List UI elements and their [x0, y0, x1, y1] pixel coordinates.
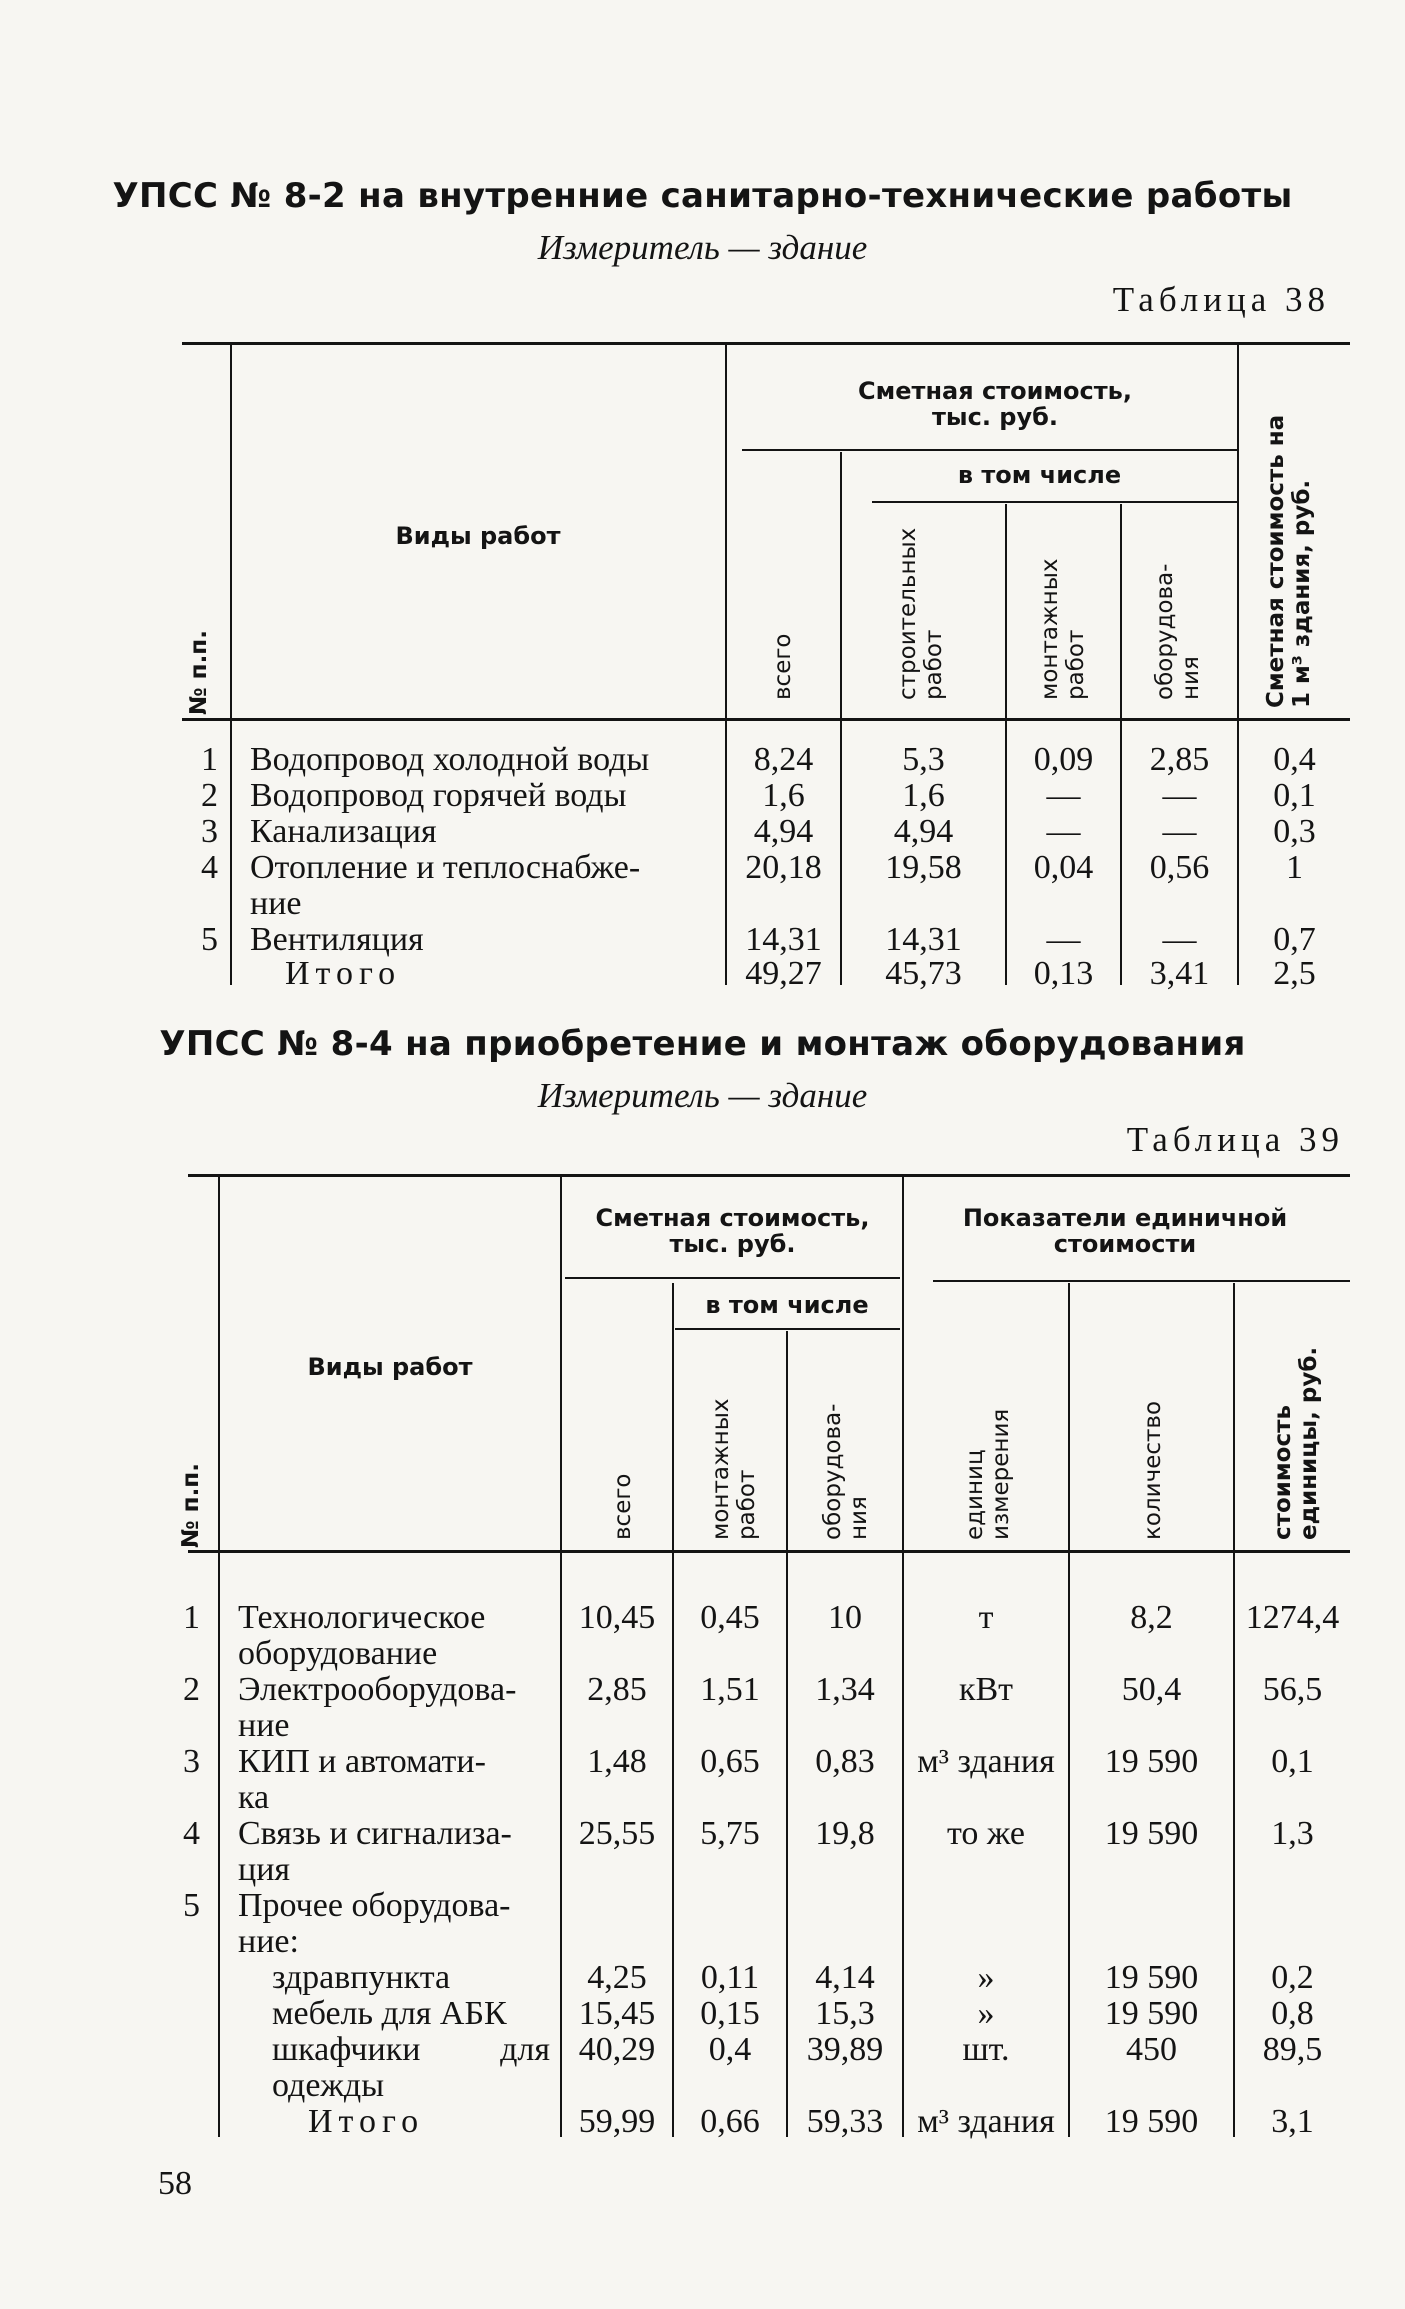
- table39-header-cost: Сметная стоимость, тыс. руб.: [595, 1204, 870, 1258]
- table39-header-work: Виды работ: [307, 1353, 473, 1381]
- table38-header-num: № п.п.: [186, 630, 212, 715]
- table38-header-build: строительных работ: [895, 527, 947, 700]
- table38-header-mount: монтажных работ: [1037, 558, 1089, 700]
- table39-header-total: всего: [610, 1473, 636, 1540]
- table38-measure: Измеритель — здание: [537, 228, 868, 267]
- page-number: 58: [158, 2165, 192, 2202]
- table38-title: УПСС № 8-2 на внутренние санитарно-технические работы: [112, 176, 1293, 216]
- table38-header-equip: оборудова- ния: [1152, 563, 1204, 700]
- table39-title: УПСС № 8-4 на приобретение и монтаж оборудования: [159, 1024, 1246, 1064]
- table39-header-indicators: Показатели единичной стоимости: [962, 1204, 1288, 1258]
- table39-label: Таблица 39: [1126, 1120, 1344, 1159]
- table39-header-incl: в том числе: [705, 1291, 869, 1319]
- table38-header-per-m3: Сметная стоимость на 1 м³ здания, руб.: [1263, 414, 1315, 708]
- table39-header-unit: единиц измерения: [962, 1408, 1014, 1540]
- table38-header-incl: в том числе: [957, 461, 1122, 489]
- table38-header-cost: Сметная стоимость, тыс. руб.: [858, 377, 1132, 431]
- table39-header-mount: монтажных работ: [708, 1398, 760, 1540]
- document-page: УПСС № 8-2 на внутренние санитарно-технические работы Измеритель — здание Таблица 38 № п.п. Виды работ Сметная стоимость, тыс. руб. в том числе всего строительных работ монтажных работ оборудова- ния Сметная стоимость на 1 м³ здания, руб. 1 Водопровод холодной воды 8,24 5,3 0,09 2,85 0,4 2 Водопровод горячей воды 1,6 1,6 — — 0,1 3 Канализация 4,94 4,94 — — 0,3 4 Отопление и теплоснабже- ние 20,18 19,58 0,04 0,56 1 5 Вентиляция 14,31 14,31 — — 0,7 Итого 49,27 45,73 0,13 3,41 2,5 УПСС № 8-4 на приобретение и монтаж оборудования Измеритель — здание Таблица 39 № п.п. Виды работ Сметная стоимость, тыс. руб. Показатели единичной стоимости в том числе всего монтажных работ оборудова- ния единиц измерения количество стоимость единицы, руб. 1 Технологическое оборудование 10,45 0,45 10 т 8,2 1274,4 2 Электрооборудова- ние 2,85 1,51 1,34 кВт 50,4 56,5 3 КИП и автомати- ка 1,48 0,65 0,83 м³ здания 19 590 0,1 4 Связь и сигнализа- ция 25,55 5,75 19,8 то же 19 590 1,3 5 Прочее оборудова- ние: здравпункта 4,25 0,11 4,14 » 19 590 0,2 мебель для АБК 15,45 0,15 15,3 » 19 590 0,8 шкафчики для одежды 40,29 0,4 39,89 шт. 450 89,5 Итого 59,99 0,66 59,33 м³ здания 19 590 3,1 58: [0, 0, 1405, 2309]
- table39-header-qty: количество: [1140, 1400, 1166, 1540]
- table39-header-unit-cost: стоимость единицы, руб.: [1270, 1346, 1322, 1540]
- table38-header-total: всего: [770, 633, 796, 700]
- table39-measure: Измеритель — здание: [537, 1076, 868, 1115]
- table38-header-work: Виды работ: [395, 522, 561, 550]
- table39-header-equip: оборудова- ния: [820, 1403, 872, 1540]
- table39-header-num: № п.п.: [178, 1463, 204, 1548]
- table38-label: Таблица 38: [1112, 280, 1330, 319]
